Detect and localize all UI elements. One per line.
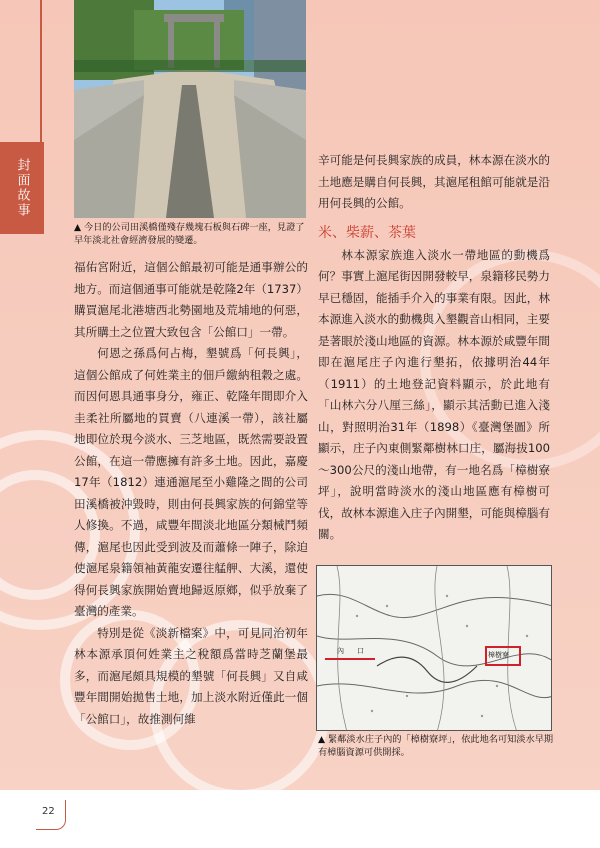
right-paragraph: 林本源家族進入淡水一帶地區的動機爲何？事實上滬尾街因開發較早，泉籍移民勢力早已穩固，能插手介入的事業有限。因此，林本源進入淡水的動機與入墾觀音山相同，主要是著眼於淺山地區的資源。林本源於咸豐年間即在滬尾庄子內進行墾拓，依據明治44年（1911）的土地登記資料顯示，於此地有「山林六分八厘三絲」，顯示其活動已進入淺山，對照明治31年（1898）《臺灣堡圖》所顯示，庄子內東側緊鄰樹林口庄，屬海拔100～300公尺的淺山地帶，有一地名爲「樟樹寮坪」，說明當時淡水的淺山地區應有樟樹可伐，故林本源進入庄子內開墾，可能與樟腦有關。 [318, 247, 550, 541]
left-paragraph-2: 何恩之孫爲何占梅，墾號爲「何長興」，這個公館成了何姓業主的佃戶繳納租穀之處。而因何恩具通事身分，雍正、乾隆年間即介入圭柔社所屬地的買賣（八連溪一帶），該社屬地即位於現今淡水、三芝地區，既然需要設置公館，在這一帶應擁有許多土地。因此，嘉慶17年（1812）連通滬尾至小雞隆之間的公司田溪橋被沖毀時，則由何長興家族的何錦堂等人修換。不過，咸豐年間淡北地區分類械鬥頻傳，滬尾也因此受到波及而蕭條一陣子，除迫使滬尾泉籍領袖黃龍安遷往艋舺、大溪，還使得何長興家族開始賣地歸返原鄉，似乎放棄了臺灣的產業。 [74, 346, 308, 618]
side-tab-label: 封面故事 [14, 158, 30, 218]
right-column [318, 150, 550, 546]
section-side-tab [0, 142, 44, 234]
bridge-photo [74, 0, 306, 218]
map-label-place1: 樟樹寮 [488, 651, 509, 659]
side-line [40, 0, 42, 142]
right-intro-paragraph: 辛可能是何長興家族的成員，林本源在淡水的土地應是購自何長興，其滬尾租館可能就是沿用何長興的公館。 [318, 153, 550, 210]
left-paragraph-3: 特別是從《淡新檔案》中，可見同治初年林本源承頂何姓業主之稅額爲當時芝蘭堡最多，而滬尾頗具規模的墾號「何長興」又自咸豐年間開始拋售土地，加上淡水附近僅此一個「公館口」，故推測何維 [74, 625, 308, 726]
map-highlight-line [325, 658, 375, 660]
bridge-photo-drawing [74, 0, 306, 218]
map-label-place3: 口 [357, 647, 364, 655]
map-label-place2: 內 [337, 647, 344, 655]
photo-caption: ▲ 今日的公司田溪橋僅殘存幾塊石板與石碑一座，見證了早年淡北社會經濟發展的變遷。 [74, 222, 305, 246]
section-title: 米、柴薪、茶葉 [318, 224, 416, 241]
left-column [74, 257, 308, 730]
page-footer [0, 790, 600, 848]
left-paragraph-1: 福佑宮附近，這個公館最初可能是通事辦公的地方。而這個通事可能就是乾隆2年（1737）購買滬尾北港塘西北勢園地及荒埔地的何惡，其所購土之位置大致包含「公館口」一帶。 [74, 260, 308, 339]
page-number: 22 [42, 806, 55, 817]
historical-map [316, 565, 552, 731]
map-caption: ▲ 緊鄰淡水庄子內的「樟樹寮坪」，依此地名可知淡水早期有樟腦資源可供開採。 [318, 734, 554, 758]
